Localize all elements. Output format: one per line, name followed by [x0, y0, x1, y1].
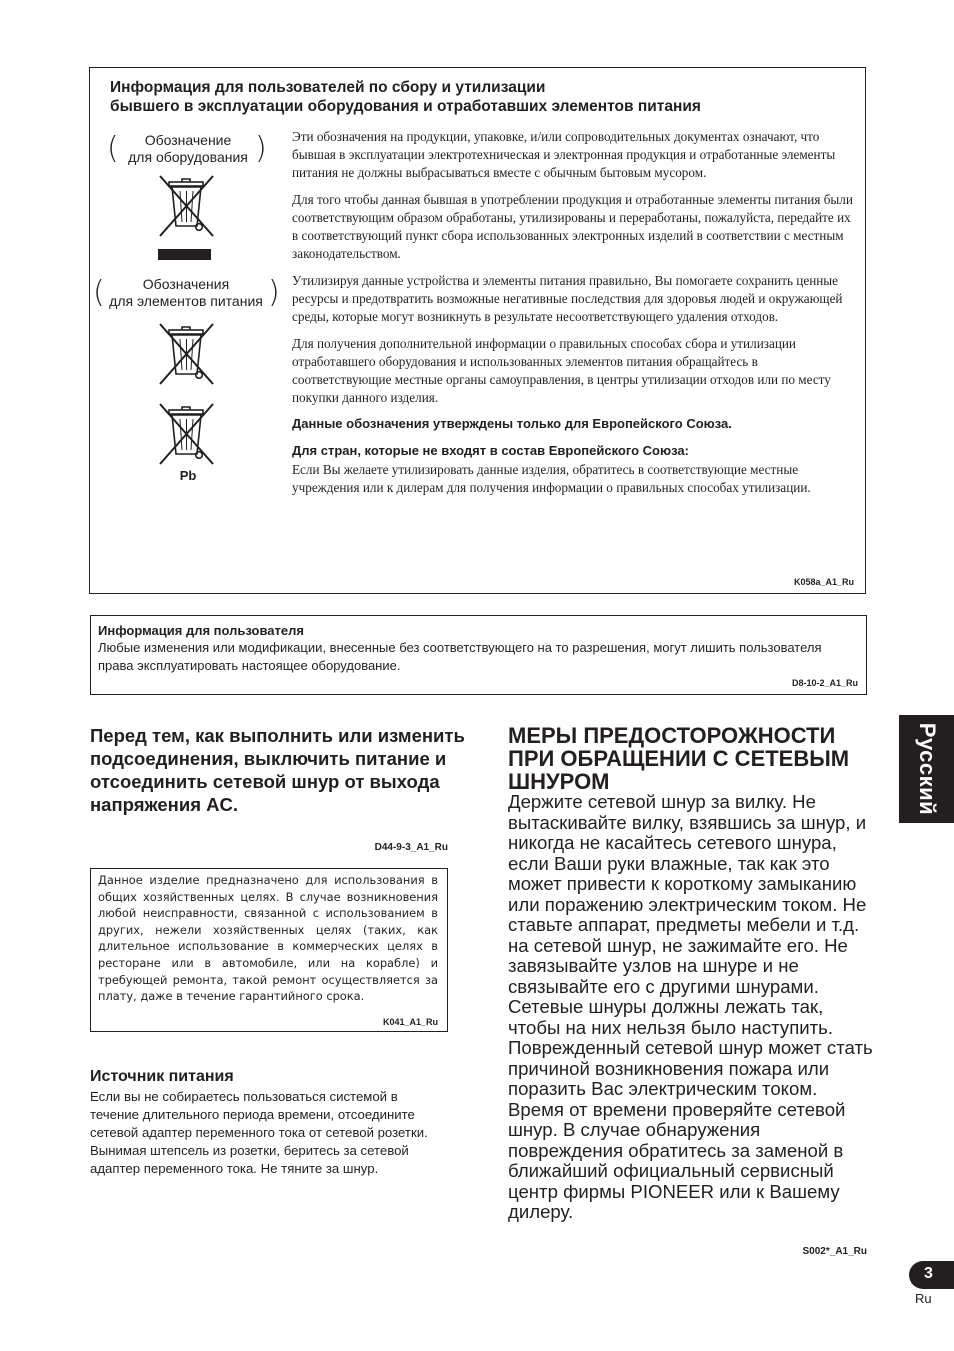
user-info-text: Любые изменения или модификации, внесенные без соответствующего на то разрешения, могут лишить пользователя права эксплуатировать настоящее оборудование. — [98, 640, 822, 673]
power-cord-text: Держите сетевой шнур за вилку. Не вытаскивайте вилку, взявшись за шнур, и никогда не касайтесь сетевого шнура, если Ваши руки влажные, так как это может привести к короткому замыканию или поражению электрическим током. Не ставьте аппарат, предметы мебели и т.д. на сетевой шнур, не зажимайте его. Не завязывайте узлов на шнуре и не связывайте его с другими шнурами. Сетевые шнуры должны лежать так, чтобы на них нельзя было наступить. Поврежденный сетевой шнур может стать причиной возникновения пожара или поразить Вас электрическим током. Время от времени проверяйте сетевой шнур. В случае обнаружения повреждения обратитесь за заменой в ближайший официальный сервисный центр фирмы PIONEER или к Вашему дилеру. — [508, 791, 873, 1222]
recycling-paragraph-2: Для того чтобы данная бывшая в употреблении продукция и отработанные элементы питания были соответствующим образом обработаны, утилизированы и переработаны, пожалуйста, передайте их в соответствующий пункт сбора использованных электронных изделий в соответствии с местным законодательством. — [292, 192, 853, 261]
recycling-text — [292, 128, 854, 497]
page-number: 3 — [924, 1265, 933, 1282]
disconnect-code: D44-9-3_A1_Ru — [374, 842, 448, 853]
left-paren-icon: ( — [93, 275, 105, 310]
page-number-badge — [909, 1261, 954, 1289]
black-bar-icon — [158, 249, 211, 260]
batteries-label-line1: Обозначения — [142, 276, 230, 292]
batteries-label-line2: для элементов питания — [109, 293, 263, 309]
non-eu-text: Если Вы желаете утилизировать данные изделия, обратитесь в соответствующие местные учреждения или к дилерам для получения информации о правильных способах утилизации. — [292, 462, 811, 495]
power-text: Если вы не собираетесь пользоваться системой в течение длительного периода времени, отсоедините сетевой адаптер переменного тока от сетевой розетки. Вынимая штепсель из розетки, беритесь за сетевой адаптер переменного тока. Не тяните за шнур. — [90, 1089, 428, 1176]
recycling-box-title — [110, 78, 850, 116]
crossed-bin-pb-icon — [155, 402, 219, 468]
power-heading: Источник питания — [90, 1068, 234, 1085]
equipment-label-line2: для оборудования — [128, 149, 248, 165]
right-paren-icon: ) — [268, 275, 280, 310]
batteries-symbol-label — [103, 276, 269, 310]
language-side-tab — [899, 715, 954, 823]
crossed-bin-battery-icon — [155, 322, 219, 388]
right-paren-icon: ) — [255, 131, 267, 166]
equipment-symbol-label — [118, 132, 258, 166]
equipment-label-line1: Обозначение — [144, 132, 232, 148]
non-eu-heading: Для стран, которые не входят в состав Европейского Союза: — [292, 443, 689, 458]
eu-note: Данные обозначения утверждены только для Европейского Союза. — [292, 416, 732, 431]
recycling-paragraph-4: Для получения дополнительной информации о правильных способах сбора и утилизации отработавшего оборудования и использованных элементов питания обращайтесь в соответствующие местные органы самоуправления, в центры утилизации отходов или по месту покупки данного изделия. — [292, 336, 831, 405]
recycling-paragraph-1: Эти обозначения на продукции, упаковке, и/или сопроводительных документах означают, что бывшая в эксплуатации электротехническая и электронная продукция и отработанные элементы питания не должны выбрасываться вместе с обычным бытовым мусором. — [292, 129, 836, 180]
warranty-text: Данное изделие предназначено для использования в общих хозяйственных целях. В случае возникновения любой неисправности, связанной с использованием в других, нежели хозяйственных целях (таких, как длительное использование в коммерческих целях в ресторане или в автомобиле, или на корабле) и требующей ремонта, такой ремонт осуществляется за плату, даже в течение гарантийного срока. — [98, 873, 438, 1004]
recycling-code: K058a_A1_Ru — [793, 577, 854, 587]
disconnect-heading: Перед тем, как выполнить или изменить подсоединения, выключить питание и отсоединить сетевой шнур от выхода напряжения AC. — [90, 725, 465, 815]
user-info-title: Информация для пользователя — [98, 623, 304, 638]
recycling-title-line2: бывшего в эксплуатации оборудования и отработавших элементов питания — [110, 98, 701, 115]
warranty-code: K041_A1_Ru — [382, 1017, 438, 1027]
crossed-bin-icon — [155, 174, 219, 240]
pb-label: Pb — [179, 468, 197, 483]
power-cord-code: S002*_A1_Ru — [802, 1246, 867, 1257]
recycling-paragraph-3: Утилизируя данные устройства и элементы питания правильно, Вы помогаете сохранить ценные ресурсы и предотвратить возможные негативные последствия для здоровья людей и окружающей среды, которые могут возникнуть в результате несоответствующего удаления отходов. — [292, 273, 843, 324]
recycling-title-line1: Информация для пользователей по сбору и утилизации — [110, 79, 546, 96]
power-cord-heading: МЕРЫ ПРЕДОСТОРОЖНОСТИ ПРИ ОБРАЩЕНИИ С СЕТЕВЫМ ШНУРОМ — [508, 723, 850, 794]
language-tab-label: Русский — [914, 722, 940, 816]
left-paren-icon: ( — [107, 131, 119, 166]
user-info-content — [98, 623, 858, 675]
user-info-code: D8-10-2_A1_Ru — [791, 678, 858, 688]
language-code: Ru — [915, 1291, 932, 1306]
